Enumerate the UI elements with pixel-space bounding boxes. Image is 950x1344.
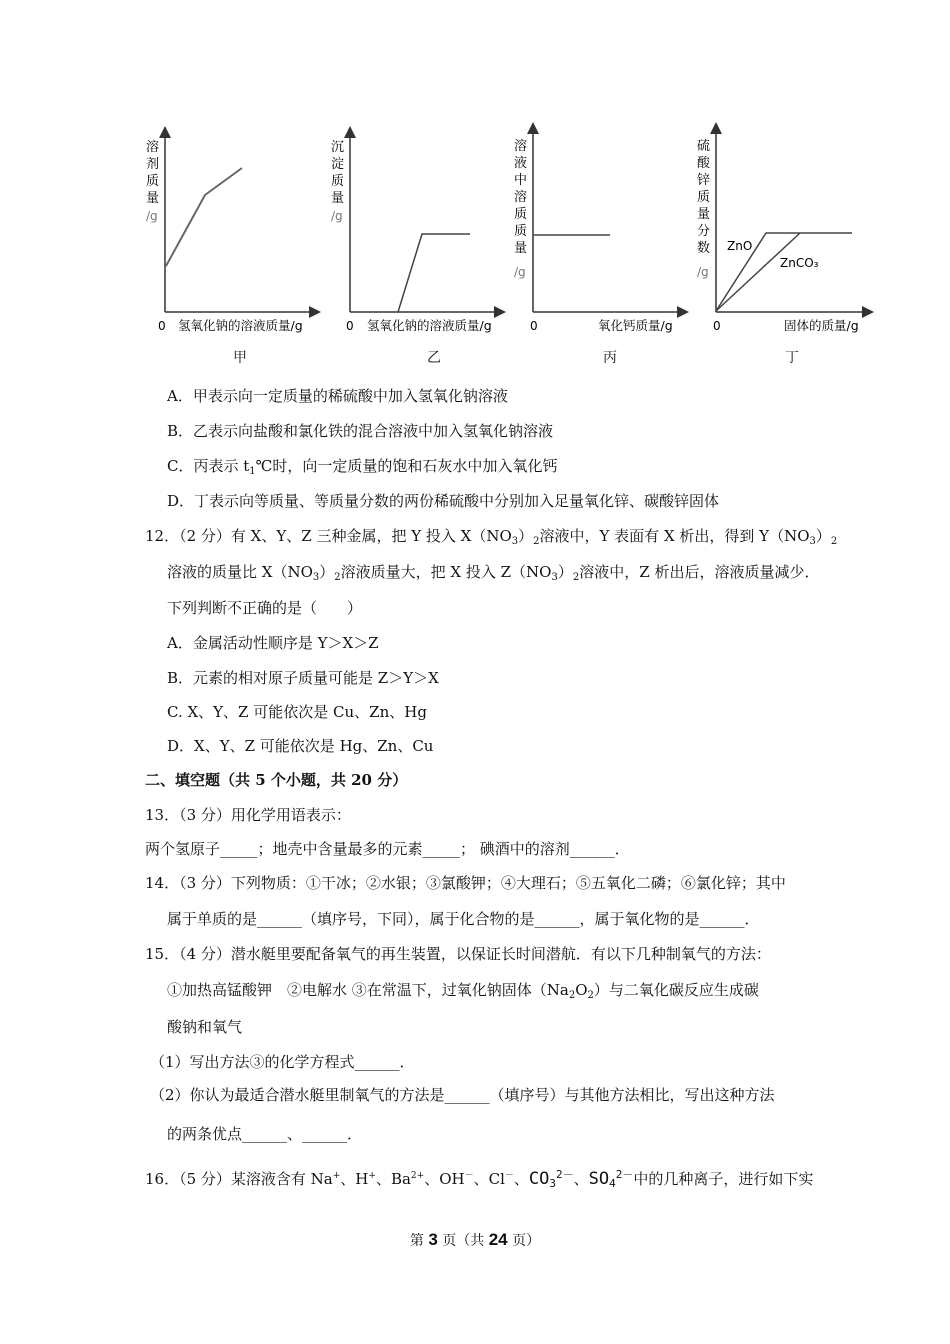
graph-ding-ylabel-5: 量 xyxy=(697,207,711,222)
graph-yi-ylabel-4: 量 xyxy=(331,191,345,206)
graph-jia-ylabel-3: 质 xyxy=(146,174,160,189)
q16-sup-ba: 2+ xyxy=(410,1171,425,1181)
q12-option-a: A．金属活动性顺序是 Y＞X＞Z xyxy=(167,634,379,652)
q16-co3: CO xyxy=(528,1169,550,1189)
q12-stem-line3: 下列判断不正确的是（ ） xyxy=(167,599,363,617)
q16-h: 中的几种离子，进行如下实 xyxy=(633,1170,814,1188)
q16-sup-h: + xyxy=(368,1171,376,1181)
q13-line1: 13．（3 分）用化学用语表示： xyxy=(145,806,351,824)
graph-ding-ylabel-6: 分 xyxy=(697,224,711,239)
q15-line5: （2）你认为最适合潜水艇里制氧气的方法是______（填序号）与其他方法相比，写出这种方法 xyxy=(150,1086,775,1104)
q11-option-a: A．甲表示向一定质量的稀硫酸中加入氢氧化钠溶液 xyxy=(167,387,508,405)
graph-ding-ylabel-1: 硫 xyxy=(697,139,711,154)
graph-bing-yunit: /g xyxy=(514,265,526,279)
q12-option-c: C. X、Y、Z 可能依次是 Cu、Zn、Hg xyxy=(167,703,427,721)
footer-total-pages: 24 xyxy=(488,1230,508,1249)
q12-l2-sub2b: 2 xyxy=(572,572,580,583)
graph-yi xyxy=(331,132,500,333)
graph-ding-ylabel-7: 数 xyxy=(697,241,711,256)
graph-yi-ylabel-1: 沉 xyxy=(331,140,345,155)
graph-ding-ylabel-2: 酸 xyxy=(697,156,711,171)
graph-ding-zno-label: ZnO xyxy=(727,239,753,253)
q14-line1: 14．（3 分）下列物质：①干冰；②水银；③氯酸钾；④大理石；⑤五氧化二磷；⑥氯化锌；其中 xyxy=(145,874,786,892)
graph-bing-ylabel-7: 量 xyxy=(514,241,528,256)
q12-l1-sub3: 3 xyxy=(511,536,519,547)
page-footer xyxy=(0,1230,950,1250)
graph-jia xyxy=(146,132,315,333)
section-title: 二、填空题（共 5 个小题，共 20 分） xyxy=(145,771,408,789)
q12-stem-line1 xyxy=(145,525,837,547)
q16-co3-sub: 3 xyxy=(549,1177,557,1190)
q12-l2d: ） xyxy=(557,563,573,581)
q16-f: 、 xyxy=(513,1170,529,1188)
q11-c-post: ℃时，向一定质量的饱和石灰水中加入氧化钙 xyxy=(255,457,558,475)
q12-l1c: 溶液中，Y 表面有 X 析出，得到 Y（NO xyxy=(539,527,810,545)
q11-option-c xyxy=(167,455,557,477)
q15-l2c: ）与二氧化碳反应生成碳 xyxy=(593,981,759,999)
graph-yi-origin: 0 xyxy=(346,319,354,333)
q16-d: 、OH xyxy=(424,1170,465,1188)
q16-a: 16．（5 分）某溶液含有 Na xyxy=(145,1170,333,1188)
q12-l1-sub3b: 3 xyxy=(809,536,816,547)
graphs-figure xyxy=(0,0,950,380)
q15-line3: 酸钠和氧气 xyxy=(167,1018,243,1036)
q15-line4: （1）写出方法③的化学方程式______． xyxy=(150,1053,415,1071)
graph-bing-ylabel-5: 质 xyxy=(514,207,528,222)
q15-line6: 的两条优点______、______． xyxy=(167,1125,363,1143)
q12-l2a: 溶液的质量比 X（NO xyxy=(167,563,313,581)
graph-ding-znco3-label: ZnCO₃ xyxy=(780,256,819,270)
q12-l2b: ） xyxy=(319,563,335,581)
graph-ding-xlabel: 固体的质量/g xyxy=(784,318,859,333)
q12-l1-sub2b: 2 xyxy=(830,536,838,547)
q12-l2-sub2: 2 xyxy=(334,572,341,583)
q12-l2c: 溶液质量大，把 X 投入 Z（NO xyxy=(340,563,552,581)
q15-sub2a: 2 xyxy=(568,990,576,1001)
graph-yi-ylabel-2: 淀 xyxy=(331,157,345,172)
graph-ding-ylabel-4: 质 xyxy=(697,190,711,205)
graph-jia-origin: 0 xyxy=(158,319,166,333)
graph-jia-line xyxy=(166,168,242,266)
q15-line2 xyxy=(167,979,759,1001)
q16-e: 、Cl xyxy=(473,1170,505,1188)
q15-l2a: ①加热高锰酸钾 ②电解水 ③在常温下，过氧化钠固体（Na xyxy=(167,981,569,999)
q13-line2: 两个氢原子_____；地壳中含量最多的元素_____； 碘酒中的溶剂______． xyxy=(145,840,630,858)
q16-sup-cl: － xyxy=(504,1171,514,1181)
graph-jia-xlabel: 氢氧化钠的溶液质量/g xyxy=(178,318,303,333)
graph-jia-ylabel-2: 剂 xyxy=(146,157,160,172)
q14-line2: 属于单质的是______（填序号，下同），属于化合物的是______，属于氧化物的是______． xyxy=(167,910,760,928)
graph-bing-ylabel-6: 质 xyxy=(514,224,528,239)
q12-l1a: 12．（2 分）有 X、Y、Z 三种金属，把 Y 投入 X（NO xyxy=(145,527,512,545)
q12-l1-sub2: 2 xyxy=(533,536,540,547)
q16-sup-oh: － xyxy=(464,1171,474,1181)
q12-l2e: 溶液中，Z 析出后，溶液质量减少． xyxy=(579,563,820,581)
q12-l1b: ） xyxy=(518,527,534,545)
q16-c: 、Ba xyxy=(375,1170,411,1188)
graph-yi-ylabel-3: 质 xyxy=(331,174,345,189)
q11-c-pre: C．丙表示 t xyxy=(167,457,250,475)
graph-ding xyxy=(697,128,868,333)
q12-l2-sub3: 3 xyxy=(312,572,320,583)
graph-ding-origin: 0 xyxy=(713,319,721,333)
q11-option-d: D．丁表示向等质量、等质量分数的两份稀硫酸中分别加入足量氧化锌、碳酸锌固体 xyxy=(167,492,720,510)
q12-option-b: B．元素的相对原子质量可能是 Z＞Y＞X xyxy=(167,669,439,687)
graph-yi-line xyxy=(398,234,470,312)
caption-jia: 甲 xyxy=(233,350,247,366)
graph-jia-ylabel-4: 量 xyxy=(146,191,160,206)
q12-option-d: D．X、Y、Z 可能依次是 Hg、Zn、Cu xyxy=(167,737,434,755)
footer-mid: 页（共 xyxy=(437,1233,489,1249)
graph-bing xyxy=(514,128,683,333)
q15-line1: 15．（4 分）潜水艇里要配备氧气的再生装置，以保证长时间潜航．有以下几种制氧气的方法： xyxy=(145,945,771,963)
q11-c-sub: 1 xyxy=(249,466,256,477)
graph-jia-yunit: /g xyxy=(146,209,158,223)
graph-bing-origin: 0 xyxy=(530,319,538,333)
q16-co3-sup: 2－ xyxy=(556,1168,574,1181)
graph-bing-ylabel-2: 液 xyxy=(514,156,528,171)
q16-b: 、H xyxy=(340,1170,369,1188)
graph-bing-ylabel-3: 中 xyxy=(514,173,528,188)
caption-ding: 丁 xyxy=(785,350,799,366)
q11-option-b: B．乙表示向盐酸和氯化铁的混合溶液中加入氢氧化钠溶液 xyxy=(167,422,554,440)
graph-bing-xlabel: 氧化钙质量/g xyxy=(598,318,673,333)
graph-bing-ylabel-1: 溶 xyxy=(514,139,528,154)
caption-bing: 丙 xyxy=(603,350,617,366)
q15-l2b: O xyxy=(575,981,588,999)
q16-so4-sub: 4 xyxy=(609,1177,616,1190)
q16-so4-sup: 2－ xyxy=(615,1168,634,1181)
q16-sup-na: + xyxy=(332,1171,341,1181)
q12-l1d: ） xyxy=(815,527,831,545)
footer-post: 页） xyxy=(507,1233,541,1249)
q16-g: 、 xyxy=(573,1170,589,1188)
graph-ding-ylabel-3: 锌 xyxy=(697,173,711,188)
q16-so4: SO xyxy=(588,1169,610,1189)
q12-stem-line2 xyxy=(167,561,819,583)
graph-yi-yunit: /g xyxy=(331,209,343,223)
q15-sub2b: 2 xyxy=(587,990,594,1001)
q12-l2-sub3b: 3 xyxy=(551,572,558,583)
graph-yi-xlabel: 氢氧化钠的溶液质量/g xyxy=(367,318,492,333)
footer-pre: 第 xyxy=(409,1233,429,1249)
footer-page-number: 3 xyxy=(428,1230,438,1249)
graph-ding-yunit: /g xyxy=(697,265,709,279)
q16-line1 xyxy=(145,1166,813,1190)
graph-bing-ylabel-4: 溶 xyxy=(514,190,528,205)
graph-jia-ylabel-1: 溶 xyxy=(146,140,160,155)
caption-yi: 乙 xyxy=(427,350,441,366)
